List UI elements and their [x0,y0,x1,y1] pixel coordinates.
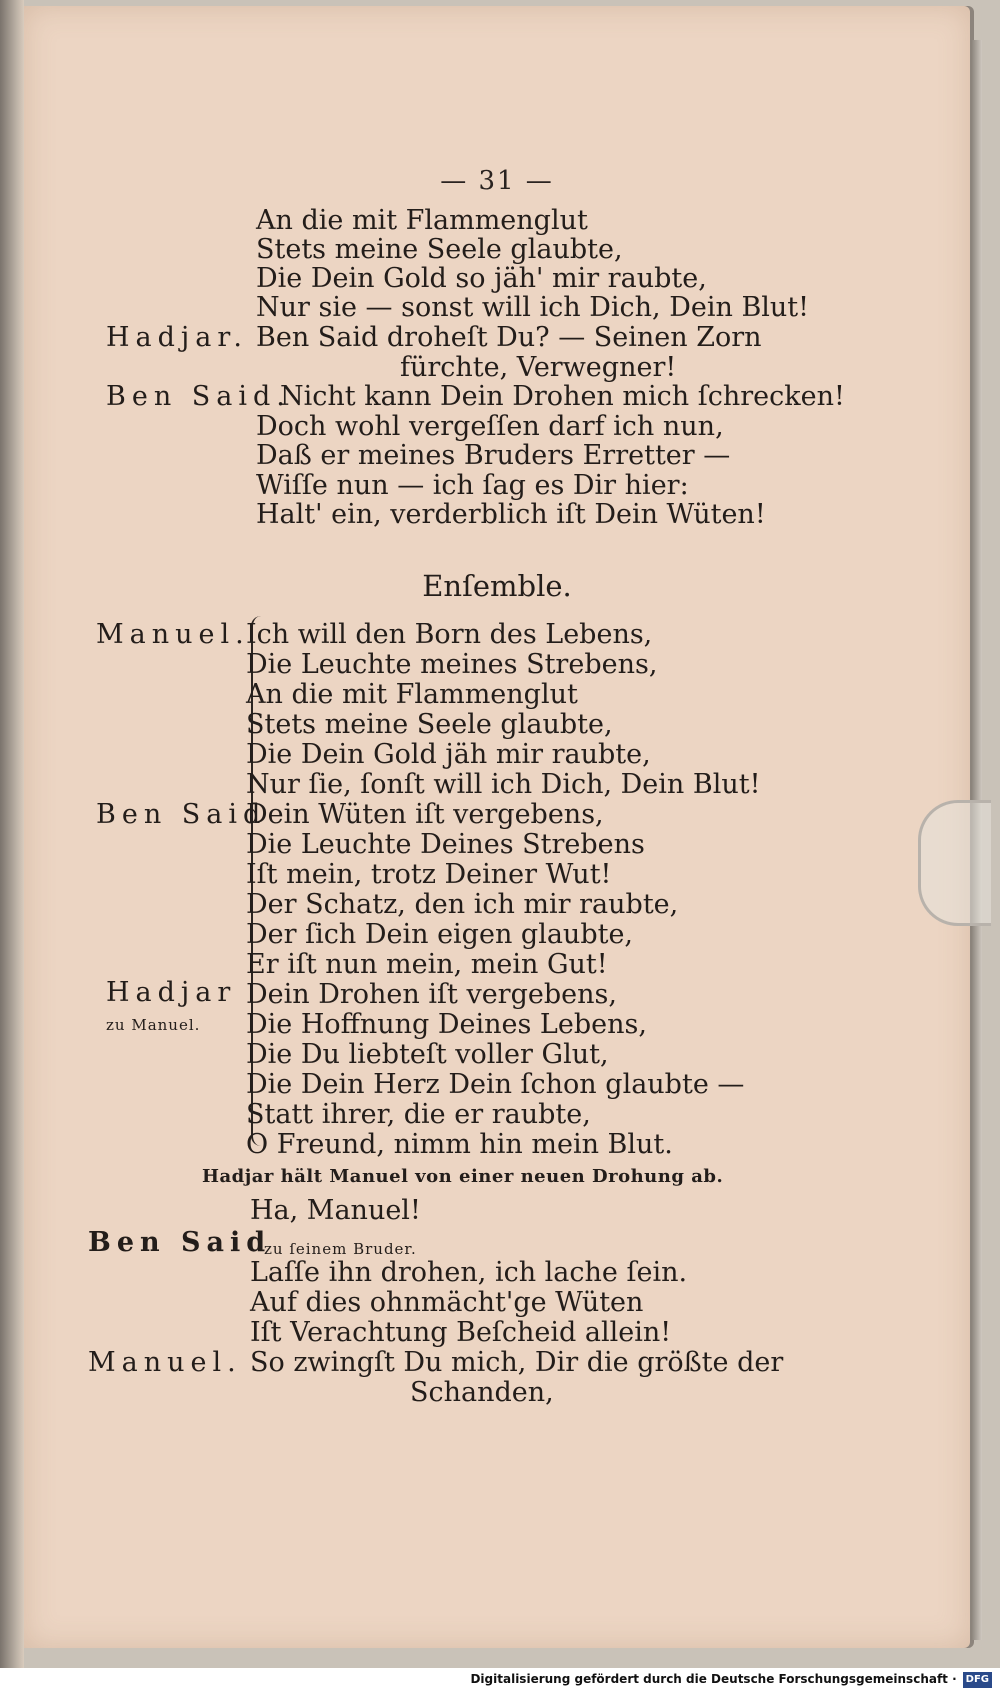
verse-line: Stets meine Seele glaubte, [246,709,613,740]
verse-line: Dein Wüten iſt vergebens, [246,799,604,830]
stage-direction-inline: zu Manuel. [106,1016,201,1034]
verse-line: Daß er meines Bruders Erretter — [256,440,731,471]
stage-direction-inline: zu ſeinem Bruder. [264,1240,417,1258]
verse-line: Der ſich Dein eigen glaubte, [246,919,634,950]
book-page [24,6,970,1648]
speaker-hadjar: Hadjar [106,977,237,1008]
verse-line: fürchte, Verwegner! [400,352,677,383]
verse-line: Die Leuchte meines Strebens, [246,649,658,680]
verse-line: Die Leuchte Deines Strebens [246,829,645,860]
speaker-ben-said: Ben Said. [106,381,291,412]
verse-line: Er iſt nun mein, mein Gut! [246,949,608,980]
verse-line: Iſt mein, trotz Deiner Wut! [246,859,612,890]
verse-line: Iſt Verachtung Beſcheid allein! [250,1317,672,1348]
speaker-manuel: Manuel. [96,619,250,650]
verse-line: Die Dein Gold so jäh' mir raubte, [256,263,707,294]
verse-line: Wiſſe nun — ich ſag es Dir hier: [256,470,689,501]
verse-line: Halt' ein, verderblich iſt Dein Wüten! [256,499,766,530]
verse-line: Auf dies ohnmächt'ge Wüten [250,1287,644,1318]
verse-line: Ben Said droheſt Du? — Seinen Zorn [256,322,762,353]
verse-line: So zwingſt Du mich, Dir die größte der [250,1347,784,1378]
verse-line: Schanden, [410,1377,554,1408]
verse-line: An die mit Flammenglut [256,205,588,236]
speaker-ben-said: Ben Said [96,799,267,830]
verse-line: Nur ſie, ſonſt will ich Dich, Dein Blut! [246,769,761,800]
verse-line: Nicht kann Dein Drohen mich ſchrecken! [280,381,845,412]
speaker-manuel: Manuel. [88,1347,242,1378]
verse-line: Die Du liebteſt voller Glut, [246,1039,609,1070]
verse-line: Die Dein Gold jäh mir raubte, [246,739,651,770]
verse-line: Stets meine Seele glaubte, [256,234,623,265]
verse-line: Statt ihrer, die er raubte, [246,1099,591,1130]
verse-line: Nur sie — sonst will ich Dich, Dein Blut! [256,292,810,323]
verse-line: Der Schatz, den ich mir raubte, [246,889,679,920]
book-spine [0,0,24,1668]
page-number: — 31 — [440,166,554,196]
verse-line: Die Dein Herz Dein ſchon glaubte — [246,1069,745,1100]
speaker-ben-said: Ben Said [88,1227,272,1258]
verse-line: Doch wohl vergeſſen darf ich nun, [256,411,724,442]
stage-direction: Hadjar hält Manuel von einer neuen Drohung ab. [202,1166,724,1187]
dfg-logo: DFG [963,1672,992,1688]
verse-line: An die mit Flammenglut [246,679,578,710]
footer-text: Digitalisierung gefördert durch die Deutsche Forschungsgemeinschaft · [470,1672,957,1686]
verse-line: Die Hoffnung Deines Lebens, [246,1009,647,1040]
ensemble-heading: Enſemble. [422,569,572,603]
verse-line: Ha, Manuel! [250,1195,421,1226]
verse-line: Dein Drohen iſt vergebens, [246,979,617,1010]
verse-line: O Freund, nimm hin mein Blut. [246,1129,673,1160]
verse-line: Ich will den Born des Lebens, [246,619,653,650]
digitization-footer [0,1668,1000,1690]
verse-line: Laſſe ihn drohen, ich lache ſein. [250,1257,688,1288]
page-clip [918,800,991,926]
speaker-hadjar: Hadjar. [106,322,248,353]
